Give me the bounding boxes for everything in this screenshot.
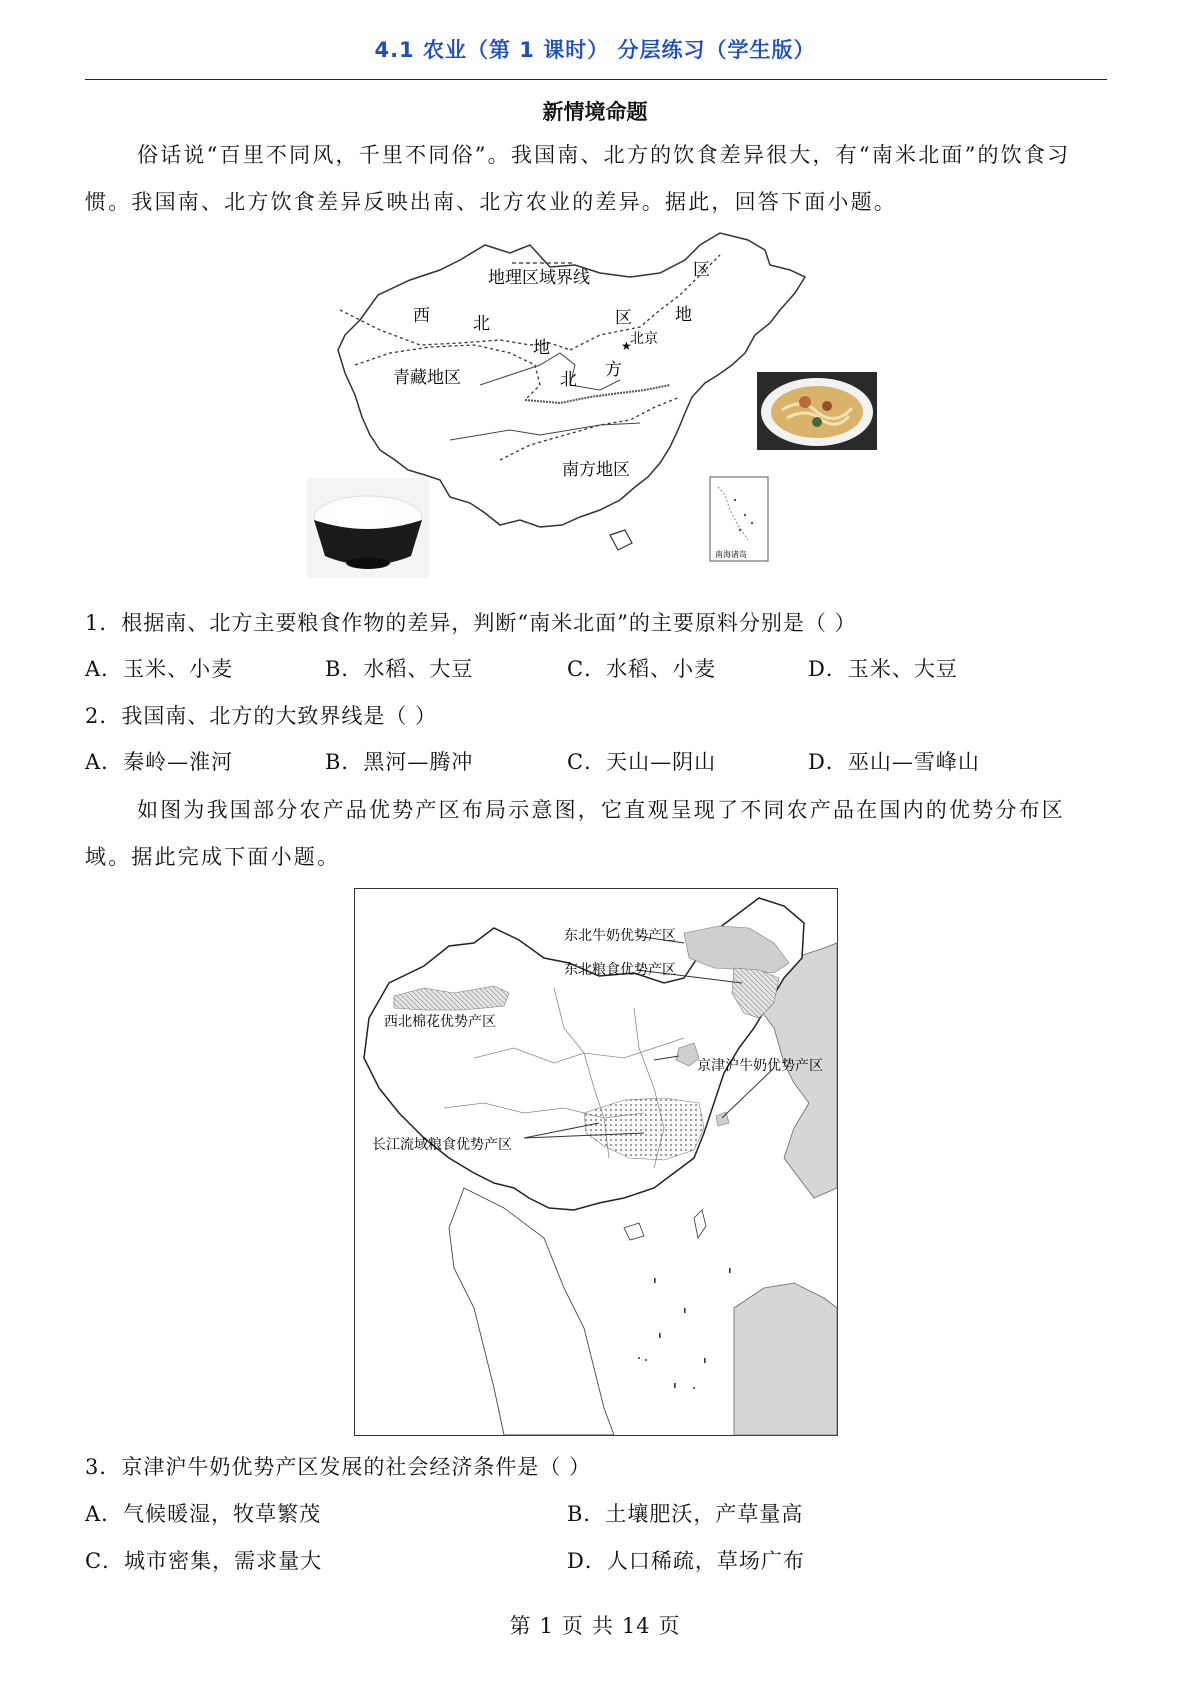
label-north-bei: 北 [560,370,577,390]
intro1-line2: 惯。我国南、北方饮食差异反映出南、北方农业的差异。据此，回答下面小题。 [85,190,897,214]
q3-option-c[interactable]: C．城市密集，需求量大 [85,1549,323,1573]
label-ne-grain: 东北粮食优势产区 [564,962,676,978]
label-nw-qu: 区 [615,308,632,328]
neighbour-land-southeast [734,1283,837,1435]
footer-page-number: 1 [539,1614,554,1638]
q2-option-c[interactable]: C．天山—阴山 [567,750,717,774]
label-nw-xi: 西 [413,306,430,326]
label-ne-milk: 东北牛奶优势产区 [564,928,676,944]
page-header: 4.1 农业（第 1 课时） 分层练习（学生版） [374,38,816,62]
q1-stem: 1．根据南、北方主要粮食作物的差异，判断“南米北面”的主要原料分别是（ ） [85,611,857,635]
q2-option-d[interactable]: D．巫山—雪峰山 [808,750,980,774]
q1-option-b[interactable]: B．水稻、大豆 [325,657,474,681]
intro-paragraph-1 [85,132,1115,226]
intro2-line1: 如图为我国部分农产品优势产区布局示意图，它直观呈现了不同农产品在国内的优势分布区 [137,798,1065,822]
q2-option-a[interactable]: A．秦岭—淮河 [85,750,234,774]
q2-option-b[interactable]: B．黑河—腾冲 [325,750,474,774]
q3-option-b[interactable]: B．土壤肥沃，产草量高 [567,1502,804,1526]
intro-paragraph-2 [85,787,1115,881]
intro2-line2: 域。据此完成下面小题。 [85,845,341,869]
label-nw-bei: 北 [473,314,490,334]
section-title: 新情境命题 [542,99,648,124]
label-ne-di: 地 [675,305,692,325]
hainan-outline [610,530,632,550]
label-nw-cotton: 西北棉花优势产区 [384,1014,496,1030]
footer-total-pages: 14 [621,1614,651,1638]
q1-option-a[interactable]: A．玉米、小麦 [85,657,234,681]
label-qingzang: 青藏地区 [393,368,461,388]
label-south: 南方地区 [562,460,630,480]
footer-ye2: 页 [658,1614,681,1638]
rice-bowl-photo [307,478,429,578]
agri-zones-map [354,888,838,1436]
label-beijing: 北京 [630,331,658,347]
header-divider [85,79,1107,80]
label-yangtze-grain: 长江流域粮食优势产区 [372,1137,512,1153]
q3-option-d[interactable]: D．人口稀疏，草场广布 [567,1549,805,1573]
label-north-fang: 方 [605,360,622,380]
inset-label: 南海诸岛 [715,550,747,559]
q3-stem: 3．京津沪牛奶优势产区发展的社会经济条件是（ ） [85,1455,592,1479]
q1-option-d[interactable]: D．玉米、大豆 [808,657,958,681]
label-jjh-milk: 京津沪牛奶优势产区 [697,1058,823,1074]
footer-gong: 共 [591,1614,614,1638]
footer-di: 第 [509,1614,532,1638]
q3-option-a[interactable]: A．气候暖湿，牧草繁茂 [85,1502,322,1526]
page-footer [0,1610,1190,1640]
intro1-line1: 俗话说“百里不同风，千里不同俗”。我国南、北方的饮食差异很大，有“南米北面”的饮食习 [137,143,1071,167]
label-boundary: 地理区域界线 [488,268,590,288]
q2-stem: 2．我国南、北方的大致界线是（ ） [85,704,438,728]
noodle-bowl-photo [757,372,877,450]
south-china-sea-inset [710,477,768,561]
label-ne-qu: 区 [693,260,710,280]
q1-option-c[interactable]: C．水稻、小麦 [567,657,717,681]
footer-ye: 页 [561,1614,584,1638]
label-nw-di: 地 [533,338,550,358]
beijing-star-icon: ★ [621,339,632,353]
